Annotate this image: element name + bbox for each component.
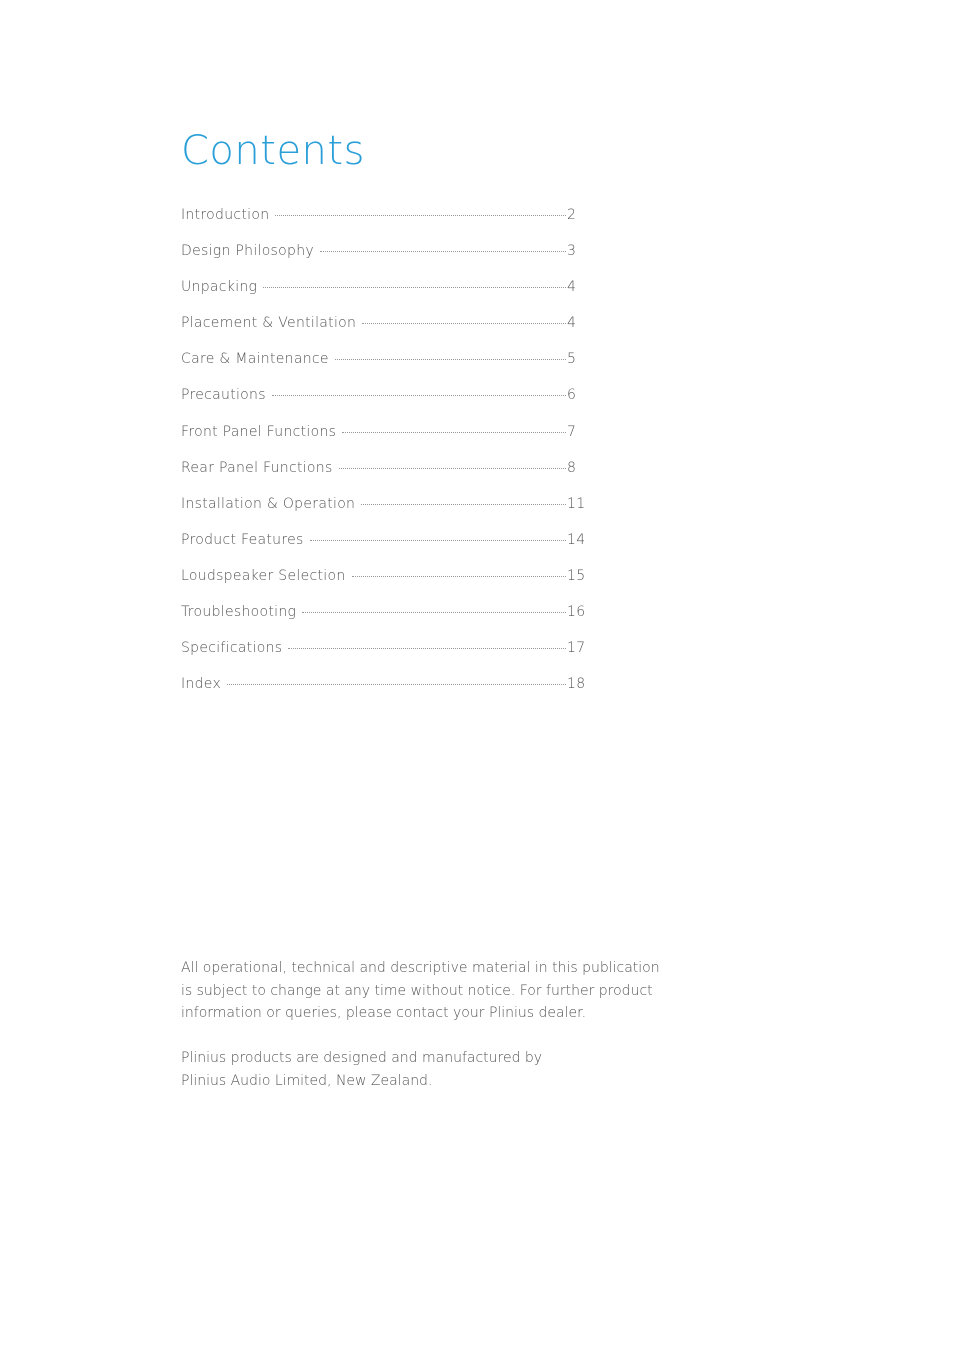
disclaimer-paragraph xyxy=(181,957,661,1025)
toc-dot-leader xyxy=(361,503,566,505)
toc-item-page: 14 xyxy=(567,531,586,548)
toc-item[interactable] xyxy=(181,531,586,568)
toc-item[interactable] xyxy=(181,460,581,496)
toc-item-page: 16 xyxy=(567,604,586,621)
toc-item-label: Introduction xyxy=(181,207,270,223)
toc-item[interactable] xyxy=(181,640,586,676)
toc-item-label: Index xyxy=(181,676,222,693)
toc-item[interactable] xyxy=(181,279,581,315)
toc-item-page: 4 xyxy=(567,315,577,332)
toc-item-page: 15 xyxy=(567,567,586,584)
toc-item-label: Precautions xyxy=(181,387,266,404)
toc-dot-leader xyxy=(362,322,566,324)
toc-dot-leader xyxy=(302,611,566,613)
table-of-contents xyxy=(181,207,586,712)
toc-item-page: 17 xyxy=(567,640,586,657)
toc-item[interactable] xyxy=(181,567,586,604)
toc-dot-leader xyxy=(342,431,566,433)
toc-item-label: Placement & Ventilation xyxy=(181,315,357,332)
toc-item[interactable] xyxy=(181,495,586,532)
toc-item[interactable] xyxy=(181,243,581,279)
toc-item-label: Loudspeaker Selection xyxy=(181,567,346,584)
page-title: Contents xyxy=(181,128,365,174)
toc-dot-leader xyxy=(288,647,566,649)
toc-dot-leader xyxy=(275,214,566,216)
toc-dot-leader xyxy=(335,358,566,360)
disclaimer-line: is subject to change at any time without notice. For further product xyxy=(181,982,653,999)
manufacturer-paragraph xyxy=(181,1047,661,1093)
manufacturer-line: Plinius Audio Limited, New Zealand. xyxy=(181,1073,433,1089)
disclaimer-line: All operational, technical and descriptive material in this publication xyxy=(181,960,660,976)
toc-item-label: Product Features xyxy=(181,531,304,548)
toc-item-label: Troubleshooting xyxy=(181,604,297,621)
toc-item-page: 3 xyxy=(567,243,577,260)
toc-item-page: 11 xyxy=(567,495,586,512)
toc-dot-leader xyxy=(352,575,567,577)
toc-item-label: Design Philosophy xyxy=(181,243,314,260)
toc-item-label: Care & Maintenance xyxy=(181,351,329,368)
toc-item-page: 5 xyxy=(567,351,577,368)
toc-dot-leader xyxy=(310,539,566,541)
toc-item[interactable] xyxy=(181,351,581,387)
toc-item-label: Unpacking xyxy=(181,279,258,296)
disclaimer-line: information or queries, please contact your Plinius dealer. xyxy=(181,1005,587,1021)
toc-dot-leader xyxy=(339,467,566,469)
toc-dot-leader xyxy=(272,394,566,396)
toc-item-page: 7 xyxy=(567,423,577,440)
toc-item[interactable] xyxy=(181,424,581,460)
toc-item-label: Installation & Operation xyxy=(181,495,356,512)
toc-item-page: 8 xyxy=(567,459,577,476)
toc-item-label: Specifications xyxy=(181,640,283,657)
toc-item-label: Rear Panel Functions xyxy=(181,459,333,476)
toc-item-page: 18 xyxy=(567,676,586,693)
toc-item[interactable] xyxy=(181,604,586,640)
toc-item-page: 6 xyxy=(567,387,577,404)
toc-dot-leader xyxy=(227,683,566,685)
toc-item[interactable] xyxy=(181,676,586,712)
toc-dot-leader xyxy=(320,250,566,252)
toc-item[interactable] xyxy=(181,207,581,243)
toc-item-page: 4 xyxy=(567,279,577,296)
toc-item[interactable] xyxy=(181,387,581,423)
toc-item[interactable] xyxy=(181,315,581,351)
toc-item-page: 2 xyxy=(567,207,577,223)
manufacturer-line: Plinius products are designed and manufactured by xyxy=(181,1050,543,1066)
toc-item-label: Front Panel Functions xyxy=(181,423,337,440)
toc-dot-leader xyxy=(263,286,566,288)
